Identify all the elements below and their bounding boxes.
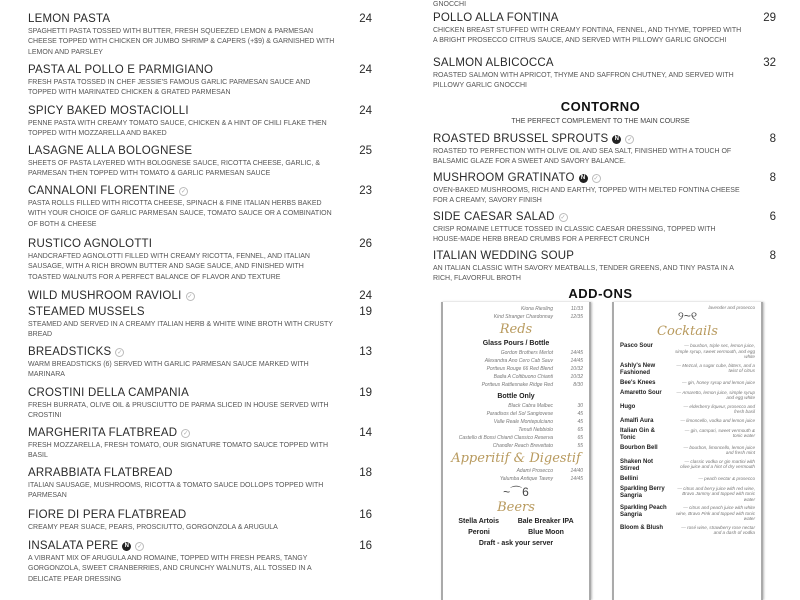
item-price: 8: [769, 250, 776, 262]
item-price: 18: [359, 467, 372, 479]
wine-list-item: [449, 305, 583, 313]
item-price: 8: [769, 133, 776, 145]
item-title: [28, 185, 338, 198]
item-price: 16: [359, 509, 372, 521]
cocktail-description: — Mezcal, a sugar cube, bitters, and a twist of citrus: [676, 362, 755, 373]
item-price: 19: [359, 306, 372, 318]
reds-heading: Reds: [499, 322, 533, 337]
wine-name: Gordon Brothers Merlot: [500, 350, 553, 356]
item-title: [28, 467, 338, 480]
cocktail-description: — limoncello, vodka and lemon juice: [680, 417, 755, 423]
section-subtitle: THE PERFECT COMPLEMENT TO THE MAIN COURSE: [511, 118, 690, 125]
wine-price: 30: [577, 403, 583, 409]
menu-item: [433, 12, 743, 47]
cocktail-name: Pasco Sour: [620, 343, 654, 349]
wine-list-item: [449, 434, 583, 442]
menu-item: [433, 133, 743, 168]
menu-item: [433, 211, 743, 246]
wine-price: 8/30: [573, 382, 583, 388]
item-name: MARGHERITA FLATBREAD: [28, 427, 178, 439]
menu-item: [28, 145, 338, 180]
item-title: [28, 509, 338, 522]
item-price: 26: [359, 238, 372, 250]
item-price: 16: [359, 540, 372, 552]
wine-name: Castello di Bossi Chianti Classico Reserva: [458, 435, 553, 441]
vegetarian-check-icon: ✓: [183, 431, 189, 437]
wine-list-item: [449, 349, 583, 357]
item-price: 23: [359, 185, 372, 197]
cocktail-description: — citrus and peach juice with white wine, Bravo Pink and topped with tonic water: [676, 505, 755, 521]
item-price: 24: [359, 13, 372, 25]
cocktail-description: — bourbon, triple sec, lemon juice, simple syrup, sweet vermouth, and egg white: [675, 343, 755, 359]
wine-list-item: [449, 365, 583, 373]
wine-price: 65: [577, 427, 583, 433]
item-description: FRESH BURRATA, OLIVE OIL & PRUSCIUTTO DE PARMA SLICED IN HOUSE SERVED WITH CROSTINI: [28, 402, 329, 420]
wine-name: Tenuti Nebbiolo: [518, 427, 553, 433]
menu-item: [433, 172, 743, 207]
item-title: [433, 133, 743, 146]
cocktail-name: Shaken Not Stirred: [620, 458, 654, 472]
item-title: [28, 427, 338, 440]
wine-name: Portteus Rouge 66 Red Blend: [486, 366, 553, 372]
cocktail-item: [620, 486, 755, 503]
beer-item: Stella Artois: [458, 518, 499, 525]
wine-price: 10/32: [570, 366, 583, 372]
wine-price: 14/40: [570, 468, 583, 474]
wine-name: Black Cabra Malbec: [508, 403, 553, 409]
menu-item: [28, 185, 338, 230]
item-description: ROASTED SALMON WITH APRICOT, THYME AND SAFFRON CHUTNEY, AND SERVED WITH PILLOWY GARLIC GNOCCHI: [433, 72, 734, 90]
wine-name: Kind Stranger Chardonnay: [493, 314, 553, 320]
cocktail-name: Amalfi Aura: [620, 417, 654, 424]
item-name: BREADSTICKS: [28, 346, 112, 358]
wine-list-item: [449, 402, 583, 410]
menu-item: [28, 306, 338, 341]
wine-price: 14/45: [570, 358, 583, 364]
menu-item: [28, 387, 338, 422]
item-name: PASTA AL POLLO E PARMIGIANO: [28, 64, 214, 76]
menu-item: [28, 509, 338, 533]
vegetarian-check-icon: ✓: [627, 137, 633, 143]
item-title: [28, 64, 338, 77]
menu-item: [28, 467, 338, 502]
cocktail-name: Ashly's New Fashioned: [620, 362, 656, 376]
item-name: RUSTICO AGNOLOTTI: [28, 238, 153, 250]
wine-price: 65: [577, 435, 583, 441]
wine-page: [441, 302, 591, 600]
menu-item: [28, 64, 338, 99]
menu-item: [28, 540, 338, 585]
cocktail-item: [620, 380, 755, 387]
wine-name: Yalumba Antique Tawny: [499, 476, 553, 482]
cocktail-item: [620, 445, 755, 456]
item-name: ROASTED BRUSSEL SPROUTS: [433, 133, 609, 145]
cocktail-name: Bellini: [620, 475, 639, 482]
cocktail-name: Italian Gin & Tonic: [620, 427, 656, 441]
cocktails-heading: Cocktails: [657, 324, 718, 339]
wine-list-item: [449, 410, 583, 418]
item-description: SPAGHETTI PASTA TOSSED WITH BUTTER, FRESH SQUEEZED LEMON & PARMESAN CHEESE TOPPED WITH CHICKEN OR JUMBO SHRIMP & CAPERS (+$9) & GARNISHED WITH LEMON AND PARSLEY: [28, 28, 335, 56]
item-description: ROASTED TO PERFECTION WITH OLIVE OIL AND SEA SALT, FINISHED WITH A TOUCH OF BALSAMIC GLAZE FOR A SWEET AND SAVORY BALANCE.: [433, 148, 732, 166]
menu-item: [28, 13, 338, 58]
wine-name: Adami Prosecco: [516, 468, 553, 474]
item-name: CANNALONI FLORENTINE: [28, 185, 176, 197]
nut-badge-icon: N: [579, 174, 588, 183]
item-title: [28, 346, 338, 359]
addons-header: [433, 286, 768, 301]
cocktail-description: — rosé wine, strawberry rose nectar and a dash of vodka: [681, 524, 755, 535]
item-price: 6: [769, 211, 776, 223]
item-name: WILD MUSHROOM RAVIOLI: [28, 290, 182, 302]
wine-list-item: [449, 381, 583, 389]
item-name: SPICY BAKED MOSTACIOLLI: [28, 105, 189, 117]
cocktail-item: [620, 390, 755, 401]
beer-item: Peroni: [468, 529, 490, 536]
menu-item: [433, 250, 743, 285]
wine-name: Valle Reale Montepulciano: [493, 419, 553, 425]
item-title: [433, 12, 743, 25]
vegetarian-check-icon: ✓: [187, 294, 193, 300]
wine-price: 11/33: [570, 306, 583, 312]
item-title: [28, 145, 338, 158]
wine-price: 10/32: [570, 374, 583, 380]
item-price: 24: [359, 105, 372, 117]
menu-item: [28, 238, 338, 283]
cocktail-name: Amaretto Sour: [620, 389, 662, 396]
item-title: [433, 57, 743, 70]
aperitif-heading: Apperitif & Digestif: [451, 451, 581, 466]
menu-item: [433, 57, 743, 92]
item-name: ARRABBIATA FLATBREAD: [28, 467, 173, 479]
item-price: 14: [359, 427, 372, 439]
item-description: FRESH MOZZARELLA, FRESH TOMATO, OUR SIGNATURE TOMATO SAUCE TOPPED WITH BASIL: [28, 442, 329, 460]
wine-price: 45: [577, 411, 583, 417]
item-description: PENNE PASTA WITH CREAMY TOMATO SAUCE, CHICKEN & A HINT OF CHILI FLAKE THEN TOPPED WITH MOZZARELLA AND BAKED: [28, 120, 327, 138]
item-name: ITALIAN WEDDING SOUP: [433, 250, 575, 262]
item-description: SHEETS OF PASTA LAYERED WITH BOLOGNESE SAUCE, RICOTTA CHEESE, GARLIC, & PARMESAN THEN TOPPED WITH TOMATO & GARLIC PARMESAN SAUCE: [28, 160, 320, 178]
flourish-icon: ୨~୧: [677, 309, 698, 323]
item-name: LEMON PASTA: [28, 13, 111, 25]
item-price: 24: [359, 290, 372, 302]
item-description: ITALIAN SAUSAGE, MUSHROOMS, RICOTTA & TOMATO SAUCE DOLLOPS TOPPED WITH PARMESAN: [28, 482, 324, 500]
wine-list-item: [449, 357, 583, 365]
contorno-header: [433, 99, 768, 125]
cocktail-description: — Amaretto, lemon juice, simple syrup and egg white: [676, 389, 755, 400]
wine-list-item: [449, 313, 583, 321]
vegetarian-check-icon: ✓: [137, 544, 143, 550]
section-title: ADD-ONS: [568, 286, 633, 301]
item-description: CREAMY PEAR SUACE, PEARS, PROSCIUTTO, GORGONZOLA & ARUGULA: [28, 524, 278, 531]
cocktail-description: — gin, honey syrup and lemon juice: [681, 379, 755, 385]
nut-badge-icon: N: [612, 135, 621, 144]
wine-list-item: [449, 467, 583, 475]
item-title: [28, 290, 338, 303]
wine-price: 14/45: [570, 476, 583, 482]
item-price: 32: [763, 57, 776, 69]
item-title: [433, 211, 743, 224]
item-name: STEAMED MUSSELS: [28, 306, 145, 318]
wine-name: Paradisos del Sol Sangiovese: [486, 411, 553, 417]
cocktail-description: — gin, campari, sweet vermouth & tonic water: [684, 427, 755, 438]
item-title: [28, 238, 338, 251]
cocktail-item: [620, 418, 755, 425]
nut-badge-icon: N: [122, 542, 131, 551]
wine-name: Badia A Coltibuono Chianti: [493, 374, 553, 380]
item-name: CROSTINI DELLA CAMPANIA: [28, 387, 189, 399]
item-title: [28, 13, 338, 26]
item-description: CRISP ROMAINE LETTUCE TOSSED IN CLASSIC CAESAR DRESSING, TOPPED WITH HOUSE-MADE HERB BREAD CRUMBS FOR A PERFECT CRUNCH: [433, 226, 716, 244]
cocktail-name: Sparkling Peach Sangria: [620, 505, 667, 518]
cocktail-page: [612, 302, 763, 600]
menu-item: [28, 346, 338, 381]
vegetarian-check-icon: ✓: [560, 215, 566, 221]
item-title: [28, 105, 338, 118]
cocktail-description: — classic vodka or gin martini with olive juice and a hint of dry vermouth: [680, 458, 755, 469]
item-description: STEAMED AND SERVED IN A CREAMY ITALIAN HERB & WHITE WINE BROTH WITH CRUSTY BREAD: [28, 321, 333, 339]
item-title: [28, 387, 338, 400]
item-price: 29: [763, 12, 776, 24]
item-description: PASTA ROLLS FILLED WITH RICOTTA CHEESE, SPINACH & FINE ITALIAN HERBS BAKED WITH YOUR CHOICE OF GARLIC PARMESAN SAUCE, TOMATO SAUCE OR A COMBINATION OF BOTH & CHEESE: [28, 200, 332, 228]
wine-name: Portteus Rattlesnake Ridge Red: [481, 382, 553, 388]
item-price: 24: [359, 64, 372, 76]
item-description: HANDCRAFTED AGNOLOTTI FILLED WITH CREAMY RICOTTA, FENNEL, AND ITALIAN SAUSAGE, WITH A RICH BROWN BUTTER AND SAGE SAUCE, AND FINISHED WITH TOASTED WALNUTS FOR A PERFECT BALANCE OF FLAVOR AND TEXTURE: [28, 253, 310, 281]
beer-item: Bale Breaker IPA: [517, 518, 574, 525]
flourish-icon: ~⌒6: [503, 485, 529, 499]
cocktail-description: — citrus and berry juice with red wine, Bravo Jammy and topped with tonic water: [677, 485, 755, 502]
cocktail-item: [620, 459, 755, 473]
wine-list-item: [449, 418, 583, 426]
glass-pours-heading: Glass Pours / Bottle: [482, 340, 550, 347]
item-price: 13: [359, 346, 372, 358]
item-name: LASAGNE ALLA BOLOGNESE: [28, 145, 193, 157]
wine-price: 12/35: [570, 314, 583, 320]
cocktail-item: [620, 525, 755, 536]
draft-note: Draft - ask your server: [478, 540, 554, 547]
bottle-only-heading: Bottle Only: [497, 393, 535, 400]
beer-item: Blue Moon: [528, 529, 564, 536]
cocktail-item: [620, 343, 755, 360]
cocktail-name: Bee's Knees: [620, 379, 656, 386]
item-price: 8: [769, 172, 776, 184]
item-name: SALMON ALBICOCCA: [433, 57, 554, 69]
cocktail-name: Bloom & Blush: [620, 524, 663, 531]
item-name: POLLO ALLA FONTINA: [433, 12, 559, 24]
item-title: [433, 250, 743, 263]
drinks-menu-image: [437, 302, 767, 600]
cocktail-item: [620, 363, 755, 377]
item-description: WARM BREADSTICKS (6) SERVED WITH GARLIC PARMESAN SAUCE MARKED WITH MARINARA: [28, 361, 309, 379]
cocktail-name: Sparkling Berry Sangria: [620, 485, 665, 499]
vegetarian-check-icon: ✓: [181, 189, 187, 195]
clipped-text: GNOCCHI: [433, 1, 467, 8]
item-price: 19: [359, 387, 372, 399]
item-title: [28, 306, 338, 319]
cocktail-description: — bourbon, limoncello, lemon juice and fresh mint: [683, 444, 755, 455]
wine-list-item: [449, 426, 583, 434]
cocktail-item: [620, 428, 755, 442]
item-name: FIORE DI PERA FLATBREAD: [28, 509, 187, 521]
cocktail-item: [620, 404, 755, 415]
item-description: A VIBRANT MIX OF ARUGULA AND ROMAINE, TOPPED WITH FRESH PEARS, TANGY GORGONZOLA, SWEET CRANBERRIES, AND CRUNCHY WALNUTS, ALL TOSSED IN A DELICATE PEAR DRESSING: [28, 555, 312, 583]
cocktail-item: [620, 505, 755, 522]
item-title: [28, 540, 338, 553]
vegetarian-check-icon: ✓: [117, 350, 123, 356]
menu-item: [28, 290, 338, 303]
wine-list-item: [449, 373, 583, 381]
menu-item: [28, 427, 338, 462]
item-title: [433, 172, 743, 185]
wine-price: 45: [577, 419, 583, 425]
item-name: MUSHROOM GRATINATO: [433, 172, 575, 184]
wine-list-item: [449, 442, 583, 450]
cocktail-name: Bourbon Bell: [620, 444, 658, 451]
cocktail-name: Hugo: [620, 403, 636, 410]
vegetarian-check-icon: ✓: [593, 176, 599, 182]
wine-price: 55: [577, 443, 583, 449]
item-name: SIDE CAESAR SALAD: [433, 211, 555, 223]
item-name: INSALATA PERE: [28, 540, 119, 552]
wine-name: Kiona Riesling: [521, 306, 553, 312]
menu-item: [28, 105, 338, 140]
cocktail-item: [620, 476, 755, 483]
item-price: 25: [359, 145, 372, 157]
clipped-text: lavender and prosecco: [708, 305, 755, 310]
item-description: FRESH PASTA TOSSED IN CHEF JESSIE'S FAMOUS GARLIC PARMESAN SAUCE AND TOPPED WITH MARINATED CHICKEN & GRATED PARMESAN: [28, 79, 311, 97]
wine-price: 14/45: [570, 350, 583, 356]
item-description: CHICKEN BREAST STUFFED WITH CREAMY FONTINA, FENNEL, AND THYME, TOPPED WITH A BRIGHT PROSECCO CITRUS SAUCE, AND SERVED WITH PILLOWY GARLIC GNOCCHI: [433, 27, 742, 45]
cocktail-description: — elderberry liqueur, prosecco and fresh basil: [683, 403, 755, 414]
item-description: OVEN-BAKED MUSHROOMS, RICH AND EARTHY, TOPPED WITH MELTED FONTINA CHEESE FOR A CREAMY, SAVORY FINISH: [433, 187, 740, 205]
cocktail-description: — peach nectar & prosecco: [698, 475, 755, 481]
item-description: AN ITALIAN CLASSIC WITH SAVORY MEATBALLS, TENDER GREENS, AND TINY PASTA IN A RICH, FLAVORFUL BROTH: [433, 265, 734, 283]
section-title: CONTORNO: [560, 99, 641, 114]
wine-list-item: [449, 475, 583, 483]
wine-name: Chandler Reach Brevettato: [492, 443, 553, 449]
beers-heading: Beers: [497, 500, 535, 515]
wine-name: Alexandra Ano Cero Cab Sauv: [484, 358, 553, 364]
